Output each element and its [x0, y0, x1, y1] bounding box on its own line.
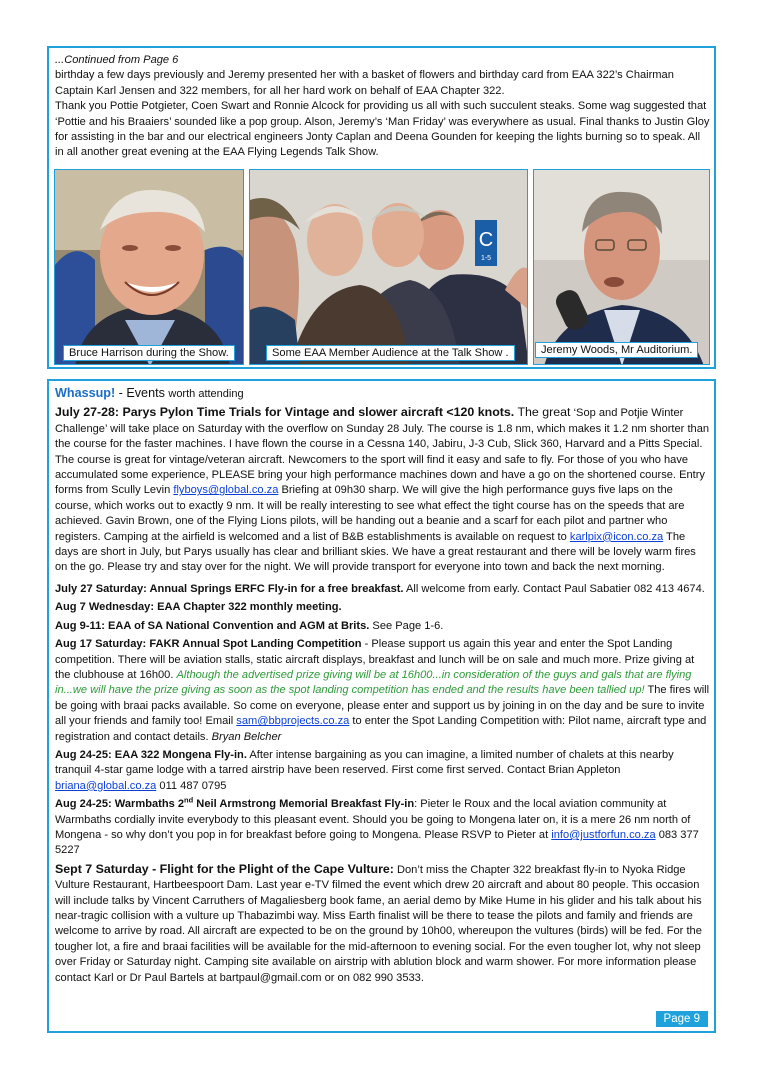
email-briana-link[interactable]: briana@global.co.za [55, 779, 157, 792]
event-springs [55, 582, 711, 597]
caption-photo-2: Some EAA Member Audience at the Talk Show . [266, 345, 515, 361]
email-sam-link[interactable]: sam@bbprojects.co.za [236, 715, 350, 728]
event-warmbaths-text-2: 083 377 5227 [55, 828, 699, 857]
caption-photo-1: Bruce Harrison during the Show. [63, 345, 235, 361]
email-flyboys-link[interactable]: flyboys@global.co.za [173, 484, 279, 497]
photo-jeremy-woods-image [534, 170, 710, 365]
event-mongena-text-1: After intense bargaining as you can imagine, a limited number of chalets at this nearby tranquil 4-star game lodge with a tarred airstrip have been reserved. First come first served. Contact Brian Appleton [55, 748, 674, 777]
event-convention [55, 619, 711, 634]
event-mongena-title: Aug 24-25: EAA 322 Mongena Fly-in. [55, 748, 247, 761]
event-fakr-text-2: The fires will be going with braai packs available. So come on everyone, please enter and support us by joining in on the day and be sure to invite all your friends and family too! Email [55, 684, 710, 728]
event-springs-text: All welcome from early. Contact Paul Sabatier 082 413 4674. [403, 582, 705, 595]
photo-jeremy-woods [533, 169, 710, 365]
event-vulture-title: Sept 7 Saturday - Flight for the Plight of the Cape Vulture: [55, 861, 394, 876]
event-fakr-text-1: - Please support us again this year and enter the Spot Landing competition. There will be aviation stalls, static aircraft displays, breakfast and lunch will be on sale and much more. Prize giving at the clubhouse at 16h00. [55, 638, 695, 681]
sign-letter: C [478, 229, 494, 251]
event-mongena-text-2: 011 487 0795 [156, 779, 227, 792]
event-parys-text-3: The days are short in July, but Parys usually has clear and brilliant skies. We have a great restaurant and there will be lovely warm fires on the go. Please try and stay over for the night. We will provide transport for everyone into town and back the next morning. [55, 530, 696, 574]
heading-small-text: worth attending [168, 388, 244, 400]
event-parys [55, 405, 711, 575]
email-karlpix-link[interactable]: karlpix@icon.co.za [569, 530, 664, 543]
whassup-title: Whassup! [55, 386, 116, 400]
photo-audience-image [250, 170, 528, 365]
photo-audience [249, 169, 528, 365]
article-paragraph-1: birthday a few days previously and Jeremy presented her with a basket of flowers and birthday card from EAA 322’s Chairman Captain Karl Jensen and 322 members, for all her hard work on behalf of EAA Chapter 322. [55, 69, 674, 97]
event-warmbaths-text-1: : Pieter le Roux and the local aviation community at Warmbaths cordially invite everybody to this pleasant event. Should you be going to Mongena later on, it is a mere 26 nm north of Mongena - so why don’t you pop in for breakfast before going to Mongena. Please RSVP to Pieter at [55, 798, 691, 841]
event-fakr-signoff: Bryan Belcher [211, 730, 282, 743]
events-box [47, 379, 716, 1033]
events-text [55, 386, 711, 989]
photo-bruce-harrison-image [55, 170, 244, 365]
continued-article-text [55, 53, 711, 161]
event-meeting-title: Aug 7 Wednesday: EAA Chapter 322 monthly meeting. [55, 601, 342, 614]
event-warmbaths [55, 797, 711, 859]
event-convention-text: See Page 1-6. [369, 619, 444, 632]
photo-bruce-harrison [54, 169, 244, 365]
event-fakr-text-3: to enter the Spot Landing Competition with: Pilot name, aircraft type and registration and contact details. [55, 715, 707, 743]
event-warmbaths-title-sup: nd [184, 795, 194, 805]
event-mongena [55, 748, 711, 794]
event-parys-title: July 27-28: Parys Pylon Time Trials for Vintage and slower aircraft <120 knots. [55, 405, 515, 420]
event-fakr [55, 637, 711, 745]
email-justforfun-link[interactable]: info@justforfun.co.za [551, 828, 656, 841]
event-parys-text-2: Briefing at 09h30 sharp. We will give the high performance guys five laps on the course, which works out to exactly 9 nm. It will be really interesting to see what effect the tight course has on the speeds that are achieved. Gavin Brown, one of the Flying Lions pilots, will be handing out a beanie and a scarf for each pilot and partner who registers. Camping at the airfield is welcomed and a list of B&B establishments is available on request to [55, 484, 685, 543]
events-heading [55, 386, 711, 402]
sign-sub: 1-5 [480, 255, 492, 262]
event-warmbaths-title-a: Aug 24-25: Warmbaths 2 [55, 798, 185, 811]
event-vulture-text: Don’t miss the Chapter 322 breakfast fly-in to Nyoka Ridge Vulture Restaurant, Hartbeespoort Dam. Last year e-TV filmed the event which drew 20 aircraft and about 80 people. This occasion will include talks by Vincent Carruthers of Magaliesberg book fame, an aerial demo by Mike Hume in his glider and his talk about his near-tragic collision with a vulture up Thabazimbi way. Miss Earth finalist will be there to tease the pilots and family and friends are welcome to arrive by road. All aircraft are expected to be on the ground by 10h00, whereupon the vultures (birds) will be fed. For the tougher lot, a fire and braai facilities will be available for the mid-afternoon to evening social. For the even tougher lot, why not sleep over Friday or Saturday night. Camping site available on airstrip with ablution block and warm shower. For more information please contact Karl or Dr Paul Bartels at bartpaul@gmail.com or on 082 990 3533. [55, 863, 702, 984]
event-springs-title: July 27 Saturday: Annual Springs ERFC Fly-in for a free breakfast. [55, 582, 404, 595]
continued-article-box [47, 46, 716, 369]
caption-photo-3: Jeremy Woods, Mr Auditorium. [535, 342, 698, 358]
event-convention-title: Aug 9-11: EAA of SA National Convention and AGM at Brits. [55, 619, 370, 632]
heading-events-word: - Events [115, 386, 169, 400]
continued-label: ...Continued from Page 6 [55, 54, 179, 66]
event-warmbaths-title-b: Neil Armstrong Memorial Breakfast Fly-in [193, 798, 415, 811]
event-vulture [55, 862, 711, 986]
page-number-badge: Page 9 [656, 1011, 708, 1027]
event-parys-lead: The great [514, 405, 571, 420]
event-fakr-title: Aug 17 Saturday: FAKR Annual Spot Landing Competition [55, 638, 362, 651]
event-meeting [55, 600, 711, 615]
article-paragraph-2: Thank you Pottie Potgieter, Coen Swart and Ronnie Alcock for providing us all with such succulent steaks. Some wag suggested that ‘Pottie and his Braaiers’ sounded like a pop group. Alson, Jeremy’s ‘Man Friday’ was everywhere as usual. Final thanks to Justin Gloy for assisting in the bar and our electrical engineers Jonty Caplan and Deena Gounden for keeping the lights burning so to speak. All in all another great evening at the EAA Flying Legends Talk Show. [55, 100, 710, 159]
event-fakr-green-note: Although the advertised prize giving will be at 16h00...in consideration of the guys and gals that are flying in...we will have the prize giving as soon as the spot landing competition has ended and the results have been tallied up! [55, 668, 692, 697]
event-parys-text-1: ‘Sop and Potjie Winter Challenge’ will take place on Saturday with the overflow on Sunday 28 July. The course is 1.8 nm, which makes it 1.2 nm shorter than the course for the faster machines. I have flown the course in a Cessna 140, Jabiru, J-3 Cub, Slick 360, Harvard and a Pitts Special. The course is great for vintage/veteran aircraft. Newcomers to the sport will find it easy and safe to fly. For those of you who have accumulated some experience, PLEASE bring your high performance machines down and have a go on the shortened course. Entry forms from Scully Levin [55, 407, 710, 497]
